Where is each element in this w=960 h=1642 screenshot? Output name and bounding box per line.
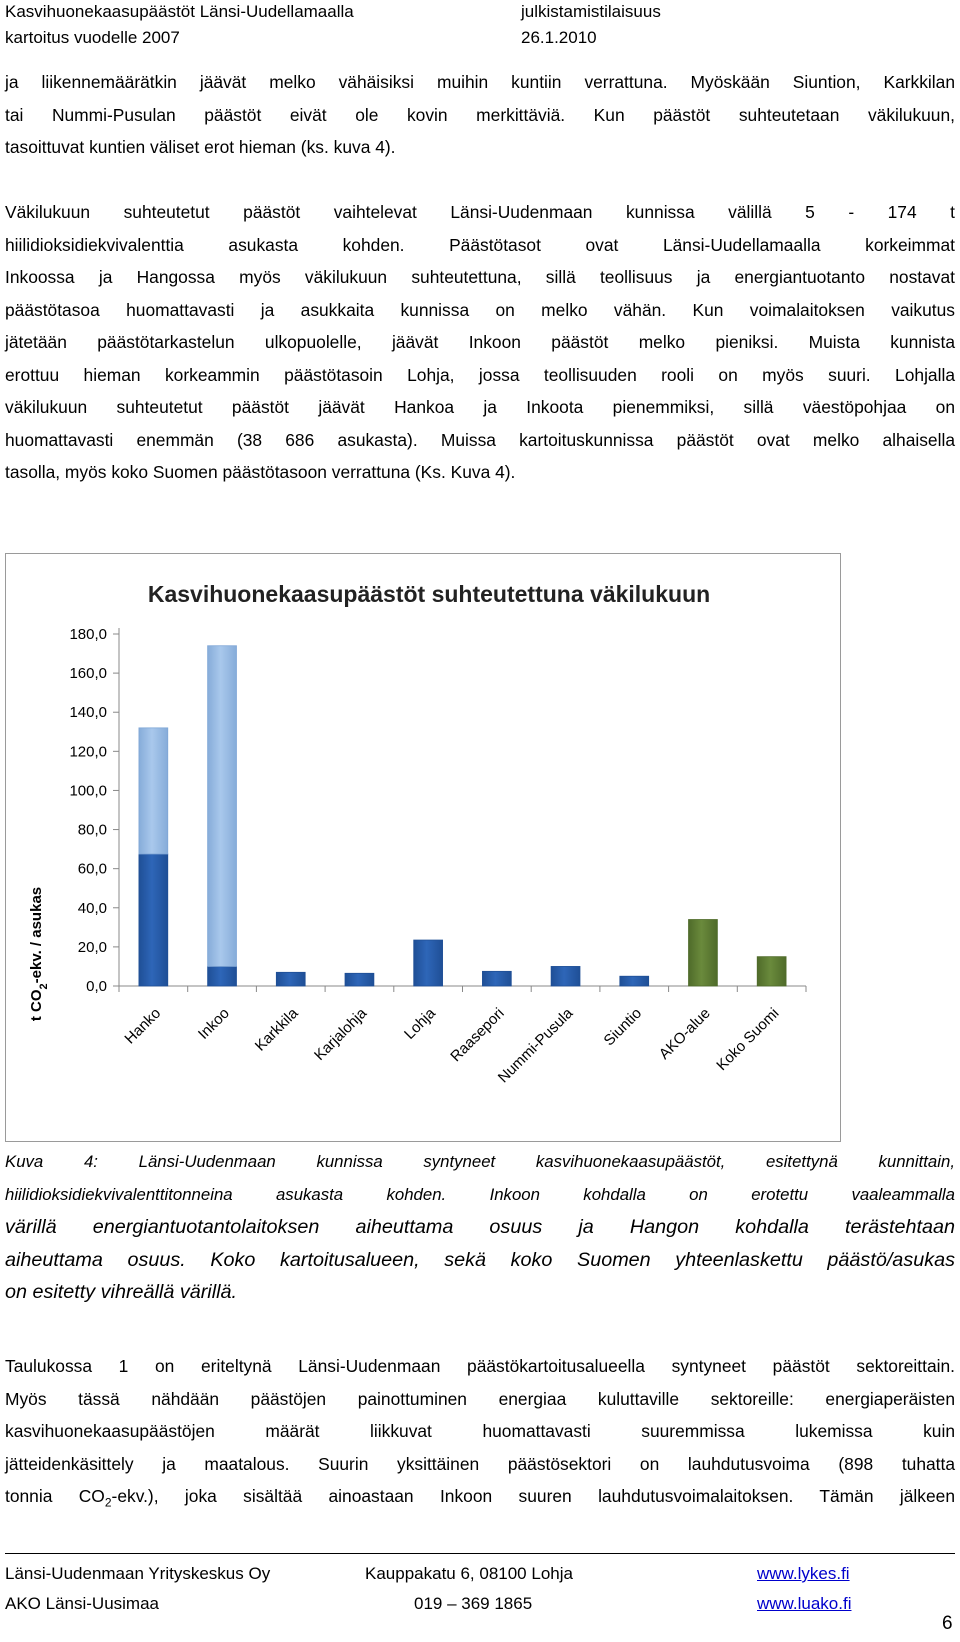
bar-hanko xyxy=(139,854,168,986)
y-tick-label: 140,0 xyxy=(69,704,107,722)
bar-siuntio xyxy=(620,976,649,986)
bar-raasepori xyxy=(482,971,511,986)
header-title-line1: Kasvihuonekaasupäästöt Länsi-Uudellamaalla xyxy=(5,2,354,21)
bar-ako-alue xyxy=(689,920,718,986)
text-segment: tonnia CO xyxy=(5,1486,105,1506)
caption-line: on esitetty vihreällä värillä. xyxy=(5,1281,237,1303)
paragraph-2 xyxy=(5,196,955,489)
caption-line: hiilidioksidiekvivalenttitonneina asukasta kohden. Inkoon kohdalla on erotettu vaaleammalla xyxy=(5,1184,955,1204)
text-line: jätteidenkäsittely ja maatalous. Suurin yksittäinen päästösektori on lauhdutusvoima (898 tuhatta xyxy=(5,1453,955,1474)
header-status: julkistamistilaisuus xyxy=(521,2,661,21)
x-tick-label: Karjalohja xyxy=(311,1004,371,1065)
bar-overlay-hanko xyxy=(139,728,168,854)
x-tick-label: Raasepori xyxy=(447,1004,508,1066)
text-line xyxy=(5,1480,955,1519)
header-title-line2: kartoitus vuodelle 2007 xyxy=(5,28,180,47)
text-line: ja liikennemäärätkin jäävät melko vähäisiksi muihin kuntiin verrattuna. Myöskään Siuntion, Karkkilan xyxy=(5,72,955,92)
text-line: huomattavasti enemmän (38 686 asukasta). Muissa kartoituskunnissa päästöt ovat melko alhaisella xyxy=(5,429,955,450)
y-tick-label: 120,0 xyxy=(69,743,107,761)
text-line: jätetään päästötarkastelun ulkopuolelle, jäävät Inkoon päästöt melko pieniksi. Muista kunnista xyxy=(5,332,955,352)
y-tick-label: 40,0 xyxy=(77,899,107,917)
bar-koko-suomi xyxy=(757,957,786,986)
caption-line: värillä energiantuotantolaitoksen aiheuttama osuus ja Hangon kohdalla terästehtaan xyxy=(5,1216,955,1238)
text-line: tasolla, myös koko Suomen päästötasoon verrattuna (Ks. Kuva 4). xyxy=(5,462,516,482)
x-tick-label: Koko Suomi xyxy=(713,1004,783,1075)
y-axis-label-rest: -ekv. / asukas xyxy=(28,886,45,984)
x-tick-label: Karkkila xyxy=(251,1004,302,1055)
bar-overlay-inkoo xyxy=(208,646,237,967)
figure-caption xyxy=(5,1146,955,1309)
bar-karkkila xyxy=(276,972,305,986)
paragraph-1 xyxy=(5,66,955,164)
bar-inkoo xyxy=(208,966,237,986)
footer-link-lykes[interactable]: www.lykes.fi xyxy=(757,1564,850,1583)
subscript: 2 xyxy=(104,1495,112,1510)
text-line: Väkilukuun suhteutetut päästöt vaihtelevat Länsi-Uudenmaan kunnissa välillä 5 - 174 t xyxy=(5,202,955,222)
text-segment: -ekv.), joka sisältää ainoastaan Inkoon suuren lauhdutusvoimalaitoksen. Tämän jälkeen xyxy=(111,1486,955,1506)
footer-org2: AKO Länsi-Uusimaa xyxy=(5,1594,160,1613)
y-axis-label-main: t CO xyxy=(28,989,45,1022)
caption-line: aiheuttama osuus. Koko kartoitusalueen, sekä koko Suomen yhteenlaskettu päästö/asukas xyxy=(5,1248,955,1271)
page-number: 6 xyxy=(942,1613,953,1634)
bar-lohja xyxy=(414,940,443,986)
y-tick-label: 100,0 xyxy=(69,782,107,800)
footer-divider xyxy=(5,1553,955,1554)
y-tick-label: 20,0 xyxy=(77,938,107,956)
bar-nummi-pusula xyxy=(551,966,580,986)
text-line: tasoittuvat kuntien väliset erot hieman (ks. kuva 4). xyxy=(5,137,396,157)
y-tick-label: 80,0 xyxy=(77,821,107,839)
y-tick-label: 60,0 xyxy=(77,860,107,878)
y-tick-label: 180,0 xyxy=(69,626,107,643)
text-line: Inkoossa ja Hangossa myös väkilukuun suhteutettuna, sillä teollisuus ja energiantuotanto nostavat xyxy=(5,267,955,287)
text-line: Taulukossa 1 on eriteltynä Länsi-Uudenmaan päästökartoitusalueella syntyneet päästöt sektoreittain. xyxy=(5,1356,955,1376)
x-tick-label: Inkoo xyxy=(194,1004,233,1043)
chart-container xyxy=(5,553,841,1142)
bar-karjalohja xyxy=(345,973,374,986)
x-tick-label: Lohja xyxy=(401,1004,439,1043)
footer-link-luako[interactable]: www.luako.fi xyxy=(757,1594,852,1613)
footer-phone: 019 – 369 1865 xyxy=(414,1594,533,1613)
text-line: tai Nummi-Pusulan päästöt eivät ole kovin merkittäviä. Kun päästöt suhteutetaan väkilukuun, xyxy=(5,104,955,125)
x-tick-label: Siuntio xyxy=(600,1004,646,1050)
footer-org1: Länsi-Uudenmaan Yrityskeskus Oy xyxy=(5,1564,271,1583)
paragraph-3 xyxy=(5,1350,955,1519)
x-tick-label: AKO-alue xyxy=(655,1004,714,1063)
x-tick-label: Nummi-Pusula xyxy=(494,1004,577,1087)
text-line: kasvihuonekaasupäästöjen määrät liikkuvat huomattavasti suuremmissa lukemissa kuin xyxy=(5,1421,955,1441)
text-line: erottuu hieman korkeammin päästötasoin Lohja, jossa teollisuuden rooli on myös suuri. Lohjalla xyxy=(5,364,955,385)
y-tick-label: 160,0 xyxy=(69,665,107,683)
caption-line: Kuva 4: Länsi-Uudenmaan kunnissa syntyneet kasvihuonekaasupäästöt, esitettynä kunnittain, xyxy=(5,1152,955,1171)
y-tick-label: 0,0 xyxy=(86,978,107,995)
text-line: päästötasoa huomattavasti ja asukkaita kunnissa on melko vähän. Kun voimalaitoksen vaikutus xyxy=(5,299,955,320)
bar-chart xyxy=(6,554,840,1141)
footer-address: Kauppakatu 6, 08100 Lohja xyxy=(365,1564,573,1583)
chart-title: Kasvihuonekaasupäästöt suhteutettuna väkilukuun xyxy=(147,581,711,607)
x-tick-label: Hanko xyxy=(121,1004,165,1048)
text-line: väkilukuun suhteutetut päästöt jäävät Hankoa ja Inkoota pienemmiksi, sillä väestöpohjaa on xyxy=(5,397,955,417)
text-line: Myös tässä nähdään päästöjen painottuminen energiaa kuluttaville sektoreille: energiaperäisten xyxy=(5,1388,955,1409)
y-axis-label xyxy=(28,887,50,1021)
header-date: 26.1.2010 xyxy=(521,28,597,47)
y-axis-label-sub: 2 xyxy=(38,983,50,990)
text-line: hiilidioksidiekvivalenttia asukasta kohden. Päästötasot ovat Länsi-Uudellamaalla korkeimmat xyxy=(5,234,955,255)
